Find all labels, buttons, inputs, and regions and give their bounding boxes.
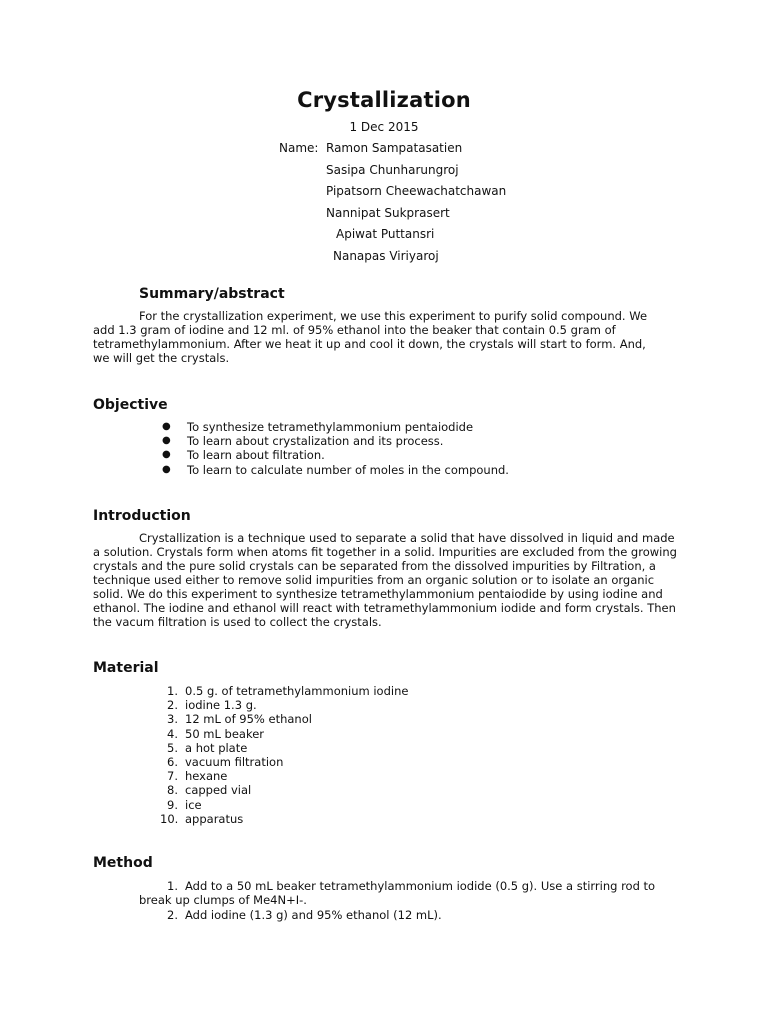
list-number: 1. — [167, 684, 178, 698]
summary-text: For the crystallization experiment, we use this experiment to purify solid compound. We add 1.3 gram of iodine and 12 ml. of 95% ethanol into the beaker that contain 0.5 gram of tetramethylammonium. After we heat it up and cool it down, the crystals will start to form. And, we will get the crystals. — [93, 309, 648, 365]
list-number: 5. — [167, 740, 178, 755]
list-item — [160, 755, 408, 769]
list-item — [160, 712, 408, 726]
name-label: Name: — [279, 141, 319, 155]
member-name: Nannipat Sukprasert — [326, 206, 450, 220]
list-item — [160, 812, 408, 826]
introduction-text: Crystallization is a technique used to separate a solid that have dissolved in liquid and made a solution. Crystals form when atoms fit together in a solid. Impurities are excluded from the growing crystals and the pure solid crystals can be separated from the dissolved impurities by Filtration, a technique used either to remove solid impurities from an organic solution or to isolate an organic solid. We do this experiment to synthesize tetramethylammonium pentaiodide by using iodine and ethanol. The iodine and ethanol will react with tetramethylammonium iodide and form crystals. Then the vacum filtration is used to collect the crystals. — [93, 531, 677, 629]
list-item — [160, 798, 408, 812]
material-item: capped vial — [185, 783, 252, 798]
list-item — [160, 698, 408, 712]
method-step-text: Add to a 50 mL beaker tetramethylammonium iodide (0.5 g). Use a stirring rod to — [185, 879, 656, 893]
method-heading: Method — [93, 855, 153, 871]
list-item: ● To learn about crystalization and its process. — [162, 434, 509, 448]
member-name: Apiwat Puttansri — [336, 227, 435, 241]
material-heading: Material — [93, 660, 159, 676]
member-name: Nanapas Viriyaroj — [333, 249, 439, 263]
material-item: 50 mL beaker — [185, 726, 265, 741]
material-item: ice — [185, 797, 202, 812]
member-name: Ramon Sampatasatien — [326, 141, 463, 155]
objective-list — [162, 420, 509, 477]
method-number: 1. — [167, 879, 178, 893]
introduction-heading: Introduction — [93, 508, 191, 524]
list-number: 9. — [167, 797, 178, 812]
list-number: 7. — [167, 769, 178, 784]
document-date: 1 Dec 2015 — [349, 120, 419, 134]
introduction-paragraph — [93, 531, 679, 629]
list-item: ● To learn to calculate number of moles in the compound. — [162, 463, 509, 477]
list-item: ● To learn about filtration. — [162, 448, 509, 462]
objective-heading: Objective — [93, 397, 168, 413]
document-title: Crystallization — [297, 88, 471, 112]
material-item: a hot plate — [185, 740, 248, 755]
list-item — [160, 769, 408, 783]
list-item — [160, 727, 408, 741]
material-item: hexane — [185, 769, 228, 784]
material-item: 0.5 g. of tetramethylammonium iodine — [185, 684, 409, 698]
method-step-text: Add iodine (1.3 g) and 95% ethanol (12 mL). — [185, 908, 442, 922]
list-item — [160, 684, 408, 698]
material-item: 12 mL of 95% ethanol — [185, 712, 312, 727]
list-number: 6. — [167, 755, 178, 770]
list-item — [160, 783, 408, 797]
list-number: 3. — [167, 712, 178, 727]
material-item: vacuum filtration — [185, 755, 284, 770]
material-list — [160, 684, 408, 826]
list-number: 4. — [167, 726, 178, 741]
list-item — [160, 741, 408, 755]
member-name: Sasipa Chunharungroj — [326, 163, 459, 177]
list-number: 8. — [167, 783, 178, 798]
method-step-text: break up clumps of Me4N+I-. — [139, 893, 307, 907]
summary-heading: Summary/abstract — [139, 286, 285, 302]
list-number: 10. — [160, 811, 179, 826]
list-number: 2. — [167, 698, 178, 713]
list-item: ● To synthesize tetramethylammonium pentaiodide — [162, 420, 509, 434]
material-item: iodine 1.3 g. — [185, 698, 257, 713]
method-number: 2. — [167, 908, 178, 922]
member-name: Pipatsorn Cheewachatchawan — [326, 184, 507, 198]
material-item: apparatus — [185, 811, 244, 826]
summary-paragraph — [93, 309, 665, 365]
